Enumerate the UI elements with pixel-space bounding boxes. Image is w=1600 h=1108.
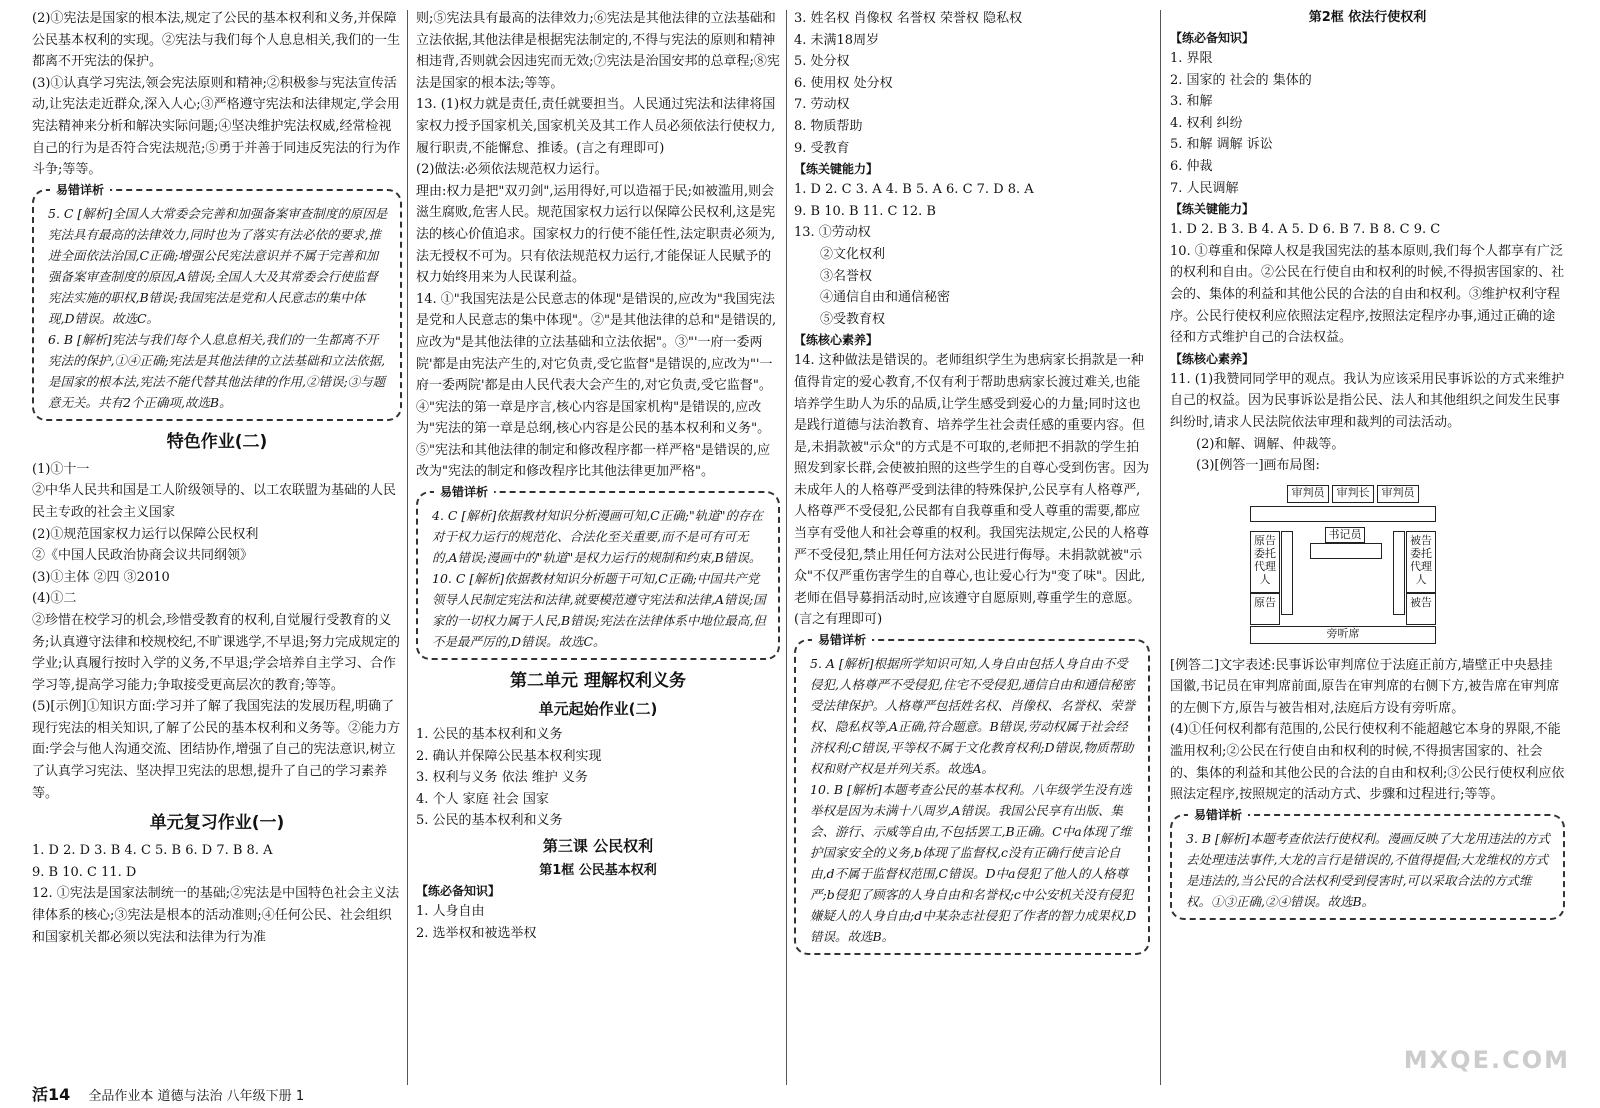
answer-paragraph: (2)做法:必须依法规范权力运行。 xyxy=(416,162,608,178)
answer-paragraph: 理由:权力是把"双刃剑",运用得好,可以造福于民;如被滥用,则会滋生腐败,危害人民。规范国家权力运行以保障公民权利,这是宪法的核心价值追求。国家权力的行使不能任性,法定职责必须为,法无授权不可为。只有依法规范权力运行,才能保证人民赋予的权力始终用来为人民谋利益。 xyxy=(416,183,776,286)
list-item: 8. 物质帮助 xyxy=(794,118,863,134)
answer-line: (3)[例答一]画布局图: xyxy=(1196,458,1320,474)
list-item: 2. 选举权和被选举权 xyxy=(416,925,537,941)
answer-line: (5)[示例]①知识方面:学习并了解了我国宪法的发展历程,明确了现行宪法的相关知识,了解了公民的基本权利和义务等。②能力方面:学会与他人沟通交流、团结协作,增强了自己的宪法意识,树立了认真学习宪法、坚决捍卫宪法的思想,提升了自己的学习素养等。 xyxy=(32,699,401,801)
page-footer xyxy=(32,1084,304,1108)
answer-line: ②珍惜在校学习的机会,珍惜受教育的权利,自觉履行受教育的义务;认真遵守法律和校规校纪,不旷课逃学,不早退;努力完成规定的学业;认真履行按时入学的义务,不早退;学会培养自主学习、合作学习等,提高学习能力;争取接受更高层次的教育;等等。 xyxy=(32,612,401,693)
answer-key: 1. D 2. B 3. B 4. A 5. D 6. B 7. B 8. C 9. C xyxy=(1170,222,1441,238)
answer-line: ④通信自由和通信秘密 xyxy=(820,290,951,306)
list-item: 1. 界限 xyxy=(1170,51,1213,66)
section-label: 【练关键能力】 xyxy=(1170,202,1255,217)
column-divider xyxy=(1160,10,1161,1085)
judge-seat: 审判员 xyxy=(1377,485,1419,503)
chief-judge-seat: 审判长 xyxy=(1332,485,1374,503)
answer-line: (2)和解、调解、仲裁等。 xyxy=(1196,436,1345,452)
box-title: 易错详析 xyxy=(50,180,110,201)
judge-seat: 审判员 xyxy=(1287,485,1329,503)
list-item: 1. 公民的基本权利和义务 xyxy=(416,727,563,743)
list-item: 4. 未满18周岁 xyxy=(794,32,880,48)
answer-line: ②中华人民共和国是工人阶级领导的、以工农联盟为基础的人民民主专政的社会主义国家 xyxy=(32,483,397,520)
column-divider xyxy=(786,10,787,1085)
analysis-item: 5. C [解析]全国人大常委会完善和加强备案审查制度的原因是宪法具有最高的法律效力,同时也为了落实有法必依的要求,推进全面依法治国,C正确;增强公民宪法意识并不属于完善和加强备案审查制度的原因,A错误;全国人大及其常委会行使监督宪法实施的职权,B错误;我国宪法是党和人民意志的集中体现,D错误。故选C。 xyxy=(48,205,388,326)
answer-paragraph: (2)①宪法是国家的根本法,规定了公民的基本权利和义务,并保障公民基本权利的实现。②宪法与我们每个人息息相关,我们的一生都离不开宪法的保护。 xyxy=(32,11,401,70)
clerk-desk xyxy=(1310,543,1382,559)
error-analysis-box xyxy=(794,633,1150,955)
box-title: 易错详析 xyxy=(1188,805,1248,826)
error-analysis-box xyxy=(416,485,780,660)
book-title: 全品作业本 道德与法治 八年级下册 1 xyxy=(88,1089,305,1104)
judges-bench xyxy=(1250,506,1436,522)
list-item: 3. 和解 xyxy=(1170,94,1213,110)
analysis-item: 6. B [解析]宪法与我们每个人息息相关,我们的一生都离不开宪法的保护,①④正确;宪法是其他法律的立法基础和立法依据,是国家的根本法,宪法不能代替其他法律的作用,②错误;③与题意无关。共有2个正确项,故选B。 xyxy=(48,331,386,410)
lesson-title: 第三课 公民权利 xyxy=(542,837,654,856)
answer-line: (1)①十一 xyxy=(32,461,90,477)
answer-line: ②《中国人民政治协商会议共同纲领》 xyxy=(32,548,254,564)
column-2 xyxy=(416,8,780,944)
analysis-item: 10. C [解析]依据教材知识分析题干可知,C正确;中国共产党领导人民制定宪法和法律,就要模范遵守宪法和法律,A错误;国家的一切权力属于人民,B错误;宪法在法律体系中地位最高,但不是最严厉的,D错误。故选C。 xyxy=(432,571,766,650)
box-title: 易错详析 xyxy=(434,482,494,503)
answer-paragraph: 14. ①"我国宪法是公民意志的体现"是错误的,应改为"我国宪法是党和人民意志的集中体现"。②"是其他法律的总和"是错误的,应改为"是其他法律的立法基础和立法依据"。③"'一府一委两院'都是由宪法产生的,对它负责,受它监督"是错误的,应改为"'一府一委两院'都是由人民代表大会产生的,对它负责,受它监督"。④"宪法的第一章是序言,核心内容是国家机构"是错误的,应改为"宪法的第一章是总纲,核心内容是公民的基本权利和义务"。⑤"宪法和其他法律的制定和修改程序都一样严格"是错误的,应改为"宪法的制定和修改程序比其他法律更加严格"。 xyxy=(416,291,777,480)
defendant-desk xyxy=(1393,531,1405,615)
list-item: 2. 国家的 社会的 集体的 xyxy=(1170,72,1312,88)
answer-paragraph: 则;⑤宪法具有最高的法律效力;⑥宪法是其他法律的立法基础和立法依据,其他法律是根据宪法制定的,不得与宪法的原则和精神相违背,否则就会因违宪而无效;⑦宪法是治国安邦的总章程;⑧宪法是国家的根本法;等等。 xyxy=(416,11,780,91)
section-title: 单元复习作业(一) xyxy=(149,813,285,834)
analysis-item: 10. B [解析]本题考查公民的基本权利。八年级学生没有选举权是因为未满十八周岁,A错误。我国公民享有出版、集会、游行、示威等自由,不包括罢工,B正确。C中a体现了维护国家安全的义务,b体现了监督权,c没有正确行使言论自由,d不属于监督权范围,C错误。D中a侵犯了他人的人格尊严;b侵犯了顾客的人身自由和名誉权;c中公安机关没有侵犯嫌疑人的人身自由;d中某杂志社侵犯了作者的智力成果权,D错误。故选B。 xyxy=(810,782,1137,945)
watermark-logo: MXQE.COM xyxy=(1403,1046,1570,1074)
answer-paragraph: (4)①任何权利都有范围的,公民行使权利不能超越它本身的界限,不能滥用权利;②公民在行使自由和权利的时候,不得损害国家的、社会的、集体的利益和其他公民的合法的自由和权利;③公民行使权利应依照法定程序,按照规定的活动方式、步骤和过程进行;等等。 xyxy=(1170,722,1565,803)
section-label: 【练关键能力】 xyxy=(794,162,879,177)
list-item: 9. 受教育 xyxy=(794,140,850,156)
answer-paragraph: 13. (1)权力就是责任,责任就要担当。人民通过宪法和法律将国家权力授予国家机关,国家机关及其工作人员必须依法行使权力,履行职责,不能懈怠、推诿。(言之有理即可) xyxy=(416,97,776,156)
defendant-agent-seat: 被告委托代理人 xyxy=(1406,531,1436,593)
frame-title: 第2框 依法行使权利 xyxy=(1308,10,1427,25)
analysis-item: 5. A [解析]根据所学知识可知,人身自由包括人身自由不受侵犯,人格尊严不受侵犯,住宅不受侵犯,通信自由和通信秘密受法律保护。人格尊严包括姓名权、肖像权、名誉权、荣誉权、隐私权等,A正确,符合题意。B错误,劳动权属于社会经济权利;C错误,平等权不属于文化教育权利;D错误,物质帮助权和财产权是并列关系。故选A。 xyxy=(810,656,1136,777)
answer-line: ②文化权利 xyxy=(820,246,886,262)
list-item: 6. 仲裁 xyxy=(1170,158,1213,174)
answer-paragraph: [例答二]文字表述:民事诉讼审判席位于法庭正前方,墙壁正中央悬挂国徽,书记员在审判席前面,原告在审判席的右侧下方,被告席在审判席的左侧下方,原告与被告相对,法庭后方设有旁听席。 xyxy=(1170,657,1560,716)
gallery-seats: 旁听席 xyxy=(1250,626,1436,644)
column-1 xyxy=(32,8,402,948)
list-item: 7. 劳动权 xyxy=(794,97,850,113)
answer-line: ⑤受教育权 xyxy=(820,311,886,327)
answer-line: ③名誉权 xyxy=(820,268,873,284)
answer-key: 9. B 10. C 11. D xyxy=(32,864,137,880)
courtroom-layout-diagram xyxy=(1250,485,1480,645)
list-item: 1. 人身自由 xyxy=(416,904,485,920)
list-item: 4. 权利 纠纷 xyxy=(1170,115,1243,131)
frame-title: 第1框 公民基本权利 xyxy=(539,863,657,879)
answer-paragraph: 14. 这种做法是错误的。老师组织学生为患病家长捐款是一种值得肯定的爱心教育,不仅有利于帮助患病家长渡过难关,也能培养学生助人为乐的品质,让学生感受到爱心的力量;同时这也是践行道德与法治教育、培养学生社会责任感的重要内容。但是,未捐款被"示众"的方式是不可取的,老师把不捐款的学生拍照发到家长群,会使被拍照的这些学生的自尊心受到伤害。因为未成年人的人格尊严受到法律的特殊保护,公民享有人格尊严,人格尊严不受侵犯,公民都有自我尊重和受人尊重的需要,都应当享有受他人和社会尊重的权利。我国宪法规定,公民的人格尊严不受侵犯,禁止用任何方法对公民进行侮辱。未捐款就被"示众"不仅严重伤害学生的自尊心,也让爱心行为"变了味"。因此,老师在倡导募捐活动时,应该遵守自愿原则,尊重学生的意愿。(言之有理即可) xyxy=(794,353,1150,628)
list-item: 3. 权利与义务 依法 维护 义务 xyxy=(416,770,588,786)
section-label: 【练核心素养】 xyxy=(794,333,879,348)
answer-key: 9. B 10. B 11. C 12. B xyxy=(794,203,936,219)
section-title: 单元起始作业(二) xyxy=(538,700,658,719)
list-item: 6. 使用权 处分权 xyxy=(794,75,893,91)
answer-line: (3)①主体 ②四 ③2010 xyxy=(32,569,170,585)
answer-key: 1. D 2. D 3. B 4. C 5. B 6. D 7. B 8. A xyxy=(32,843,273,859)
page-number: 活14 xyxy=(32,1085,71,1104)
error-analysis-box xyxy=(1170,807,1565,920)
answer-paragraph: 10. ①尊重和保障人权是我国宪法的基本原则,我们每个人都享有广泛的权利和自由。②公民在行使自由和权利的时候,不得损害国家的、社会的、集体的利益和其他公民的合法的自由和权利。③维护权利守程序。公民行使权利应依照法定程序,按照法定程序办事,通过正确的途径和方式维护自己的合法权益。 xyxy=(1170,243,1565,346)
analysis-item: 3. B [解析]本题考查依法行使权利。漫画反映了大龙用违法的方式去处理违法事件,大龙的言行是错误的,不值得提倡;大龙维权的方式是违法的,当公民的合法权利受到侵害时,可以采取合法的方式维权。①③正确,②④错误。故选B。 xyxy=(1186,830,1550,909)
analysis-item: 4. C [解析]依据教材知识分析漫画可知,C正确;"轨道"的存在对于权力运行的规范化、合法化至关重要,而不是可有可无的,A错误;漫画中的"轨道"是权力运行的规制和约束,B错误。 xyxy=(432,508,763,566)
list-item: 5. 公民的基本权利和义务 xyxy=(416,813,563,829)
list-item: 4. 个人 家庭 社会 国家 xyxy=(416,791,549,807)
plaintiff-desk xyxy=(1281,531,1293,615)
list-item: 5. 和解 调解 诉讼 xyxy=(1170,137,1273,153)
answer-key: 1. D 2. C 3. A 4. B 5. A 6. C 7. D 8. A xyxy=(794,182,1034,198)
answer-paragraph: 12. ①宪法是国家法制统一的基础;②宪法是中国特色社会主义法律体系的核心;③宪法是根本的活动准则;④任何公民、社会组织和国家机关都必须以宪法和法律为行为准 xyxy=(32,886,400,945)
defendant-seat: 被告 xyxy=(1406,593,1436,625)
section-title: 特色作业(二) xyxy=(166,431,268,452)
list-item: 3. 姓名权 肖像权 名誉权 荣誉权 隐私权 xyxy=(794,11,1023,26)
column-3 xyxy=(794,8,1150,963)
answer-line: 13. ①劳动权 xyxy=(794,225,871,241)
section-label: 【练必备知识】 xyxy=(1170,31,1255,45)
list-item: 2. 确认并保障公民基本权利实现 xyxy=(416,748,602,764)
error-analysis-box xyxy=(32,182,402,421)
section-label: 【练必备知识】 xyxy=(416,884,501,899)
column-4 xyxy=(1170,8,1565,928)
list-item: 7. 人民调解 xyxy=(1170,180,1239,196)
answer-line: (2)①规范国家权力运行以保障公民权利 xyxy=(32,526,259,542)
list-item: 5. 处分权 xyxy=(794,54,850,70)
answer-paragraph: (3)①认真学习宪法,领会宪法原则和精神;②积极参与宪法宣传活动,让宪法走近群众,深入人心;③严格遵守宪法和法律规定,学会用宪法精神来分析和解决实际问题;④坚决维护宪法权威,经常检视自己的行为是否符合宪法规范;⑤勇于并善于同违反宪法的行为作斗争;等等。 xyxy=(32,75,401,178)
clerk-seat: 书记员 xyxy=(1325,527,1365,543)
answer-paragraph: 11. (1)我赞同同学甲的观点。我认为应该采用民事诉讼的方式来维护自己的权益。因为民事诉讼是指公民、法人和其他组织之间发生民事纠纷时,请求人民法院依法审理和裁判的司法活动。 xyxy=(1170,371,1565,430)
answer-line: (4)①二 xyxy=(32,591,77,607)
plaintiff-seat: 原告 xyxy=(1250,593,1280,625)
unit-title: 第二单元 理解权利义务 xyxy=(510,671,686,692)
section-label: 【练核心素养】 xyxy=(1170,351,1255,366)
box-title: 易错详析 xyxy=(812,630,872,651)
column-divider xyxy=(407,10,408,1085)
plaintiff-agent-seat: 原告委托代理人 xyxy=(1250,531,1280,593)
